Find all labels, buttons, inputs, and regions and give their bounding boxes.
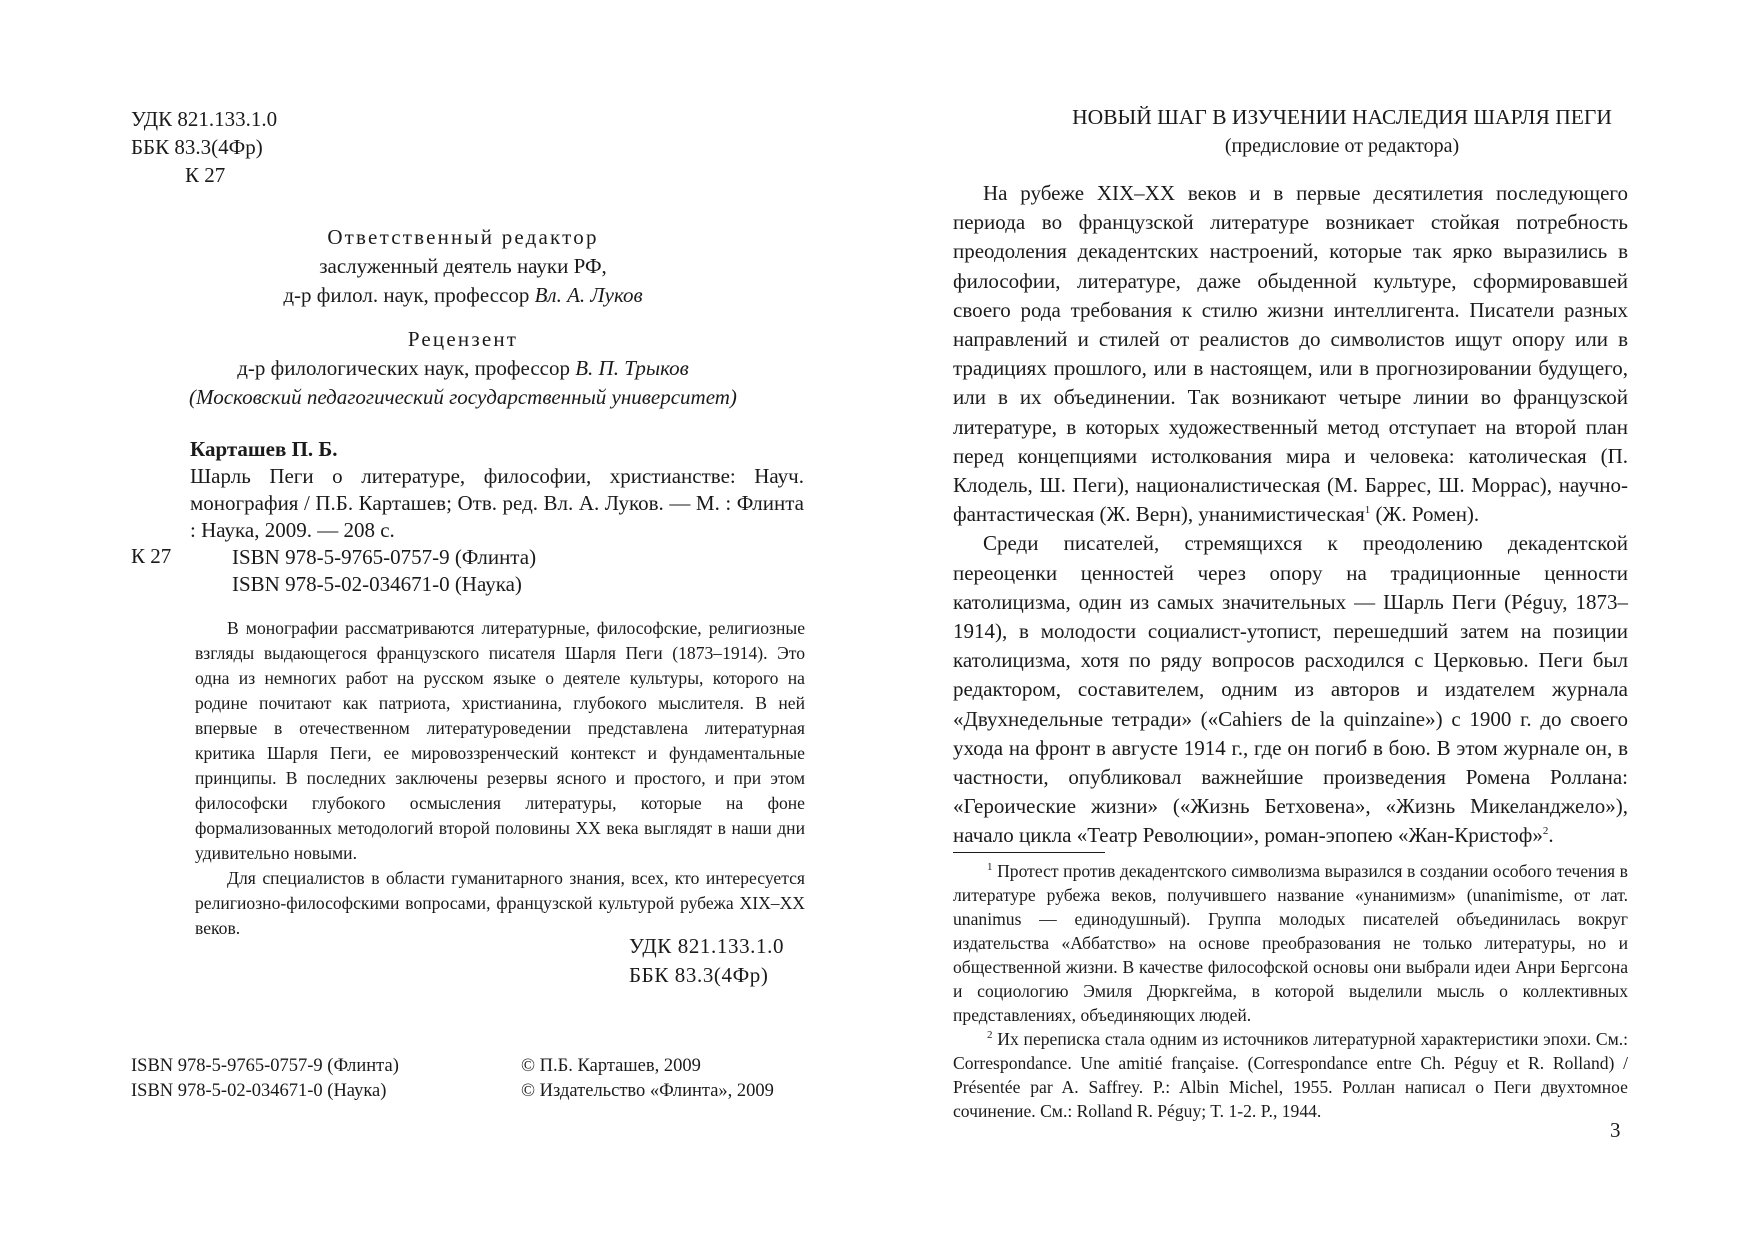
catalog-description: Шарль Пеги о литературе, философии, христианстве: Науч. монография / П.Б. Карташев; Отв. ред. Вл. А. Луков. — М. : Флинта : Наука, 2009. — 208 с. [190, 464, 804, 542]
chapter-subtitle: (предисловие от редактора) [1224, 135, 1460, 157]
paragraph-1-end: (Ж. Ромен). [1370, 502, 1480, 527]
catalog-card [131, 436, 804, 598]
body-paragraph-2 [953, 529, 1628, 850]
paragraph-1-text: На рубеже XIX–XX веков и в первые десятилетия последующего периода во французской литературе возникает стойкая потребность преодоления декадентских настроений, которые так ярко выразились в философии, литературе, даже обыденной культуре, сформировавшей своего рода требования к стилю жизни интеллигента. Писатели разных направлений и стилей от реалистов до символистов ищут опору или в традициях прошлого, или в настоящем, или в прогнозировании будущего, или в их объединении. Так возникают четыре линии во французской литературе, в которых художественный метод отступает на второй план перед концепциями истолкования мира и человека: католическая (П. Клодель, Ш. Пеги), националистическая (М. Баррес, Ш. Моррас), научно-фантастическая (Ж. Верн), унанимистическая [953, 181, 1628, 527]
editor-role: Ответственный редактор [327, 225, 599, 249]
imprint-isbn-flinta: ISBN 978-5-9765-0757-9 (Флинта) [131, 1056, 399, 1076]
footnote-1-text: Протест против декадентского символизма выразился в создании особого течения в литературе рубежа веков, получившего название «унанимизм» (unanimisme, от лат. unanimus — единодушный). Группа молодых писателей объединилась вокруг издательства «Аббатство» на основе преобразования не только литературы, но и общественной жизни. В качестве философской основы они выбрали идеи Анри Бергсона и социологию Эмиля Дюркгейма, в которой выделили мысль о коллективных представлениях, объединяющих людей. [953, 861, 1628, 1025]
right-page [877, 0, 1755, 1240]
editor-line [150, 281, 776, 310]
bbk-code: ББК 83.3(4Фр) [131, 135, 263, 159]
editor-name: Вл. А. Луков [534, 283, 643, 307]
footnote-1-mark: 1 [987, 861, 993, 874]
footnote-2 [953, 1027, 1628, 1123]
footnote-ref-1[interactable]: 1 [1364, 504, 1371, 517]
classification-header [131, 105, 277, 189]
reviewer-degree: д-р филологических наук, профессор [237, 356, 570, 380]
reviewer-credit [150, 325, 776, 412]
editor-credit [150, 223, 776, 310]
paragraph-2-text: Среди писателей, стремящихся к преодолению декадентской переоценки ценностей через опору на традиционные ценности католицизма, один из самых значительных — Шарль Пеги (Péguy, 1873–1914), в молодости социалист-утопист, перешедший затем на позиции католицизма, хотя по ряду вопросов расходился с Церковью. Пеги был редактором, составителем, одним из авторов и издателем журнала «Двухнедельные тетради» («Cahiers de la quinzaine») с 1900 г. до своего ухода на фронт в августе 1914 г., где он погиб в бою. В этом журнале он, в частности, опубликовал важнейшие произведения Ромена Роллана: «Героические жизни» («Жизнь Бетховена», «Жизнь Микеланджело»), начало цикла «Театр Революции», роман-эпопею «Жан-Кристоф» [953, 531, 1628, 848]
reviewer-affiliation-text: (Московский педагогический государственный университет) [189, 385, 737, 409]
catalog-isbn-nauka: ISBN 978-5-02-034671-0 (Наука) [232, 572, 522, 596]
page-number: 3 [1610, 1118, 1621, 1142]
chapter-title: НОВЫЙ ШАГ В ИЗУЧЕНИИ НАСЛЕДИЯ ШАРЛЯ ПЕГИ [1072, 105, 1612, 129]
reviewer-affiliation [150, 383, 776, 412]
footnotes [953, 859, 1628, 1123]
editor-title: заслуженный деятель науки РФ, [319, 254, 607, 278]
paragraph-2-end: . [1548, 823, 1554, 848]
editor-degree: д-р филол. наук, профессор [283, 283, 530, 307]
imprint-copyright [521, 1054, 774, 1104]
bbk-code-bottom: ББК 83.3(4Фр) [629, 963, 769, 987]
reviewer-name: В. П. Трыков [575, 356, 689, 380]
annotation-audience: Для специалистов в области гуманитарного знания, всех, кто интересуется религиозно-философскими вопросами, французской культурой рубежа XIX–XX веков. [195, 868, 805, 938]
reviewer-line [150, 354, 776, 383]
imprint-isbn [131, 1054, 399, 1104]
footnote-2-text: Их переписка стала одним из источников литературной характеристики эпохи. См.: Correspondance. Une amitié française. (Correspondance entre Ch. Péguy et R. Rolland) / Présentée par A. Saffrey. P.: Albin Michel, 1955. Роллан написал о Пеги двухтомное сочинение. См.: Rolland R. Péguy; T. 1-2. P., 1944. [953, 1029, 1628, 1121]
udk-code-bottom: УДК 821.133.1.0 [629, 934, 785, 958]
footnote-2-mark: 2 [987, 1029, 993, 1042]
catalog-code: К 27 [131, 544, 172, 568]
reviewer-role: Рецензент [407, 327, 519, 351]
catalog-isbn-flinta: ISBN 978-5-9765-0757-9 (Флинта) [232, 545, 537, 569]
footnote-ref-2[interactable]: 2 [1542, 825, 1549, 838]
copyright-author: © П.Б. Карташев, 2009 [521, 1056, 701, 1076]
classification-footer [629, 932, 784, 990]
annotation-paragraph: В монографии рассматриваются литературные, философские, религиозные взгляды выдающегося французского писателя Шарля Пеги (1873–1914). Это одна из немногих работ на русском языке о деятеле культуры, которого на родине почитают как патриота, христианина, глубокого мыслителя. В ней впервые в отечественном литературоведении представлена литературная критика Шарля Пеги, ее мировоззренческий контекст и фундаментальные принципы. В последних заключены резервы ясного и простого, и при этом философски глубокого осмысления литературы, которые на фоне формализованных методологий второй половины XX века выглядят в наши дни удивительно новыми. [195, 618, 805, 863]
footnote-divider [953, 852, 1105, 853]
udk-code: УДК 821.133.1.0 [131, 107, 278, 131]
imprint-isbn-nauka: ISBN 978-5-02-034671-0 (Наука) [131, 1081, 387, 1101]
body-paragraph-1 [953, 179, 1628, 529]
catalog-author: Карташев П. Б. [190, 437, 338, 461]
body-text [953, 179, 1628, 851]
annotation [195, 616, 805, 941]
footnote-1 [953, 859, 1628, 1027]
author-sign: К 27 [185, 163, 226, 187]
copyright-publisher: © Издательство «Флинта», 2009 [521, 1081, 774, 1101]
left-page [0, 0, 877, 1240]
